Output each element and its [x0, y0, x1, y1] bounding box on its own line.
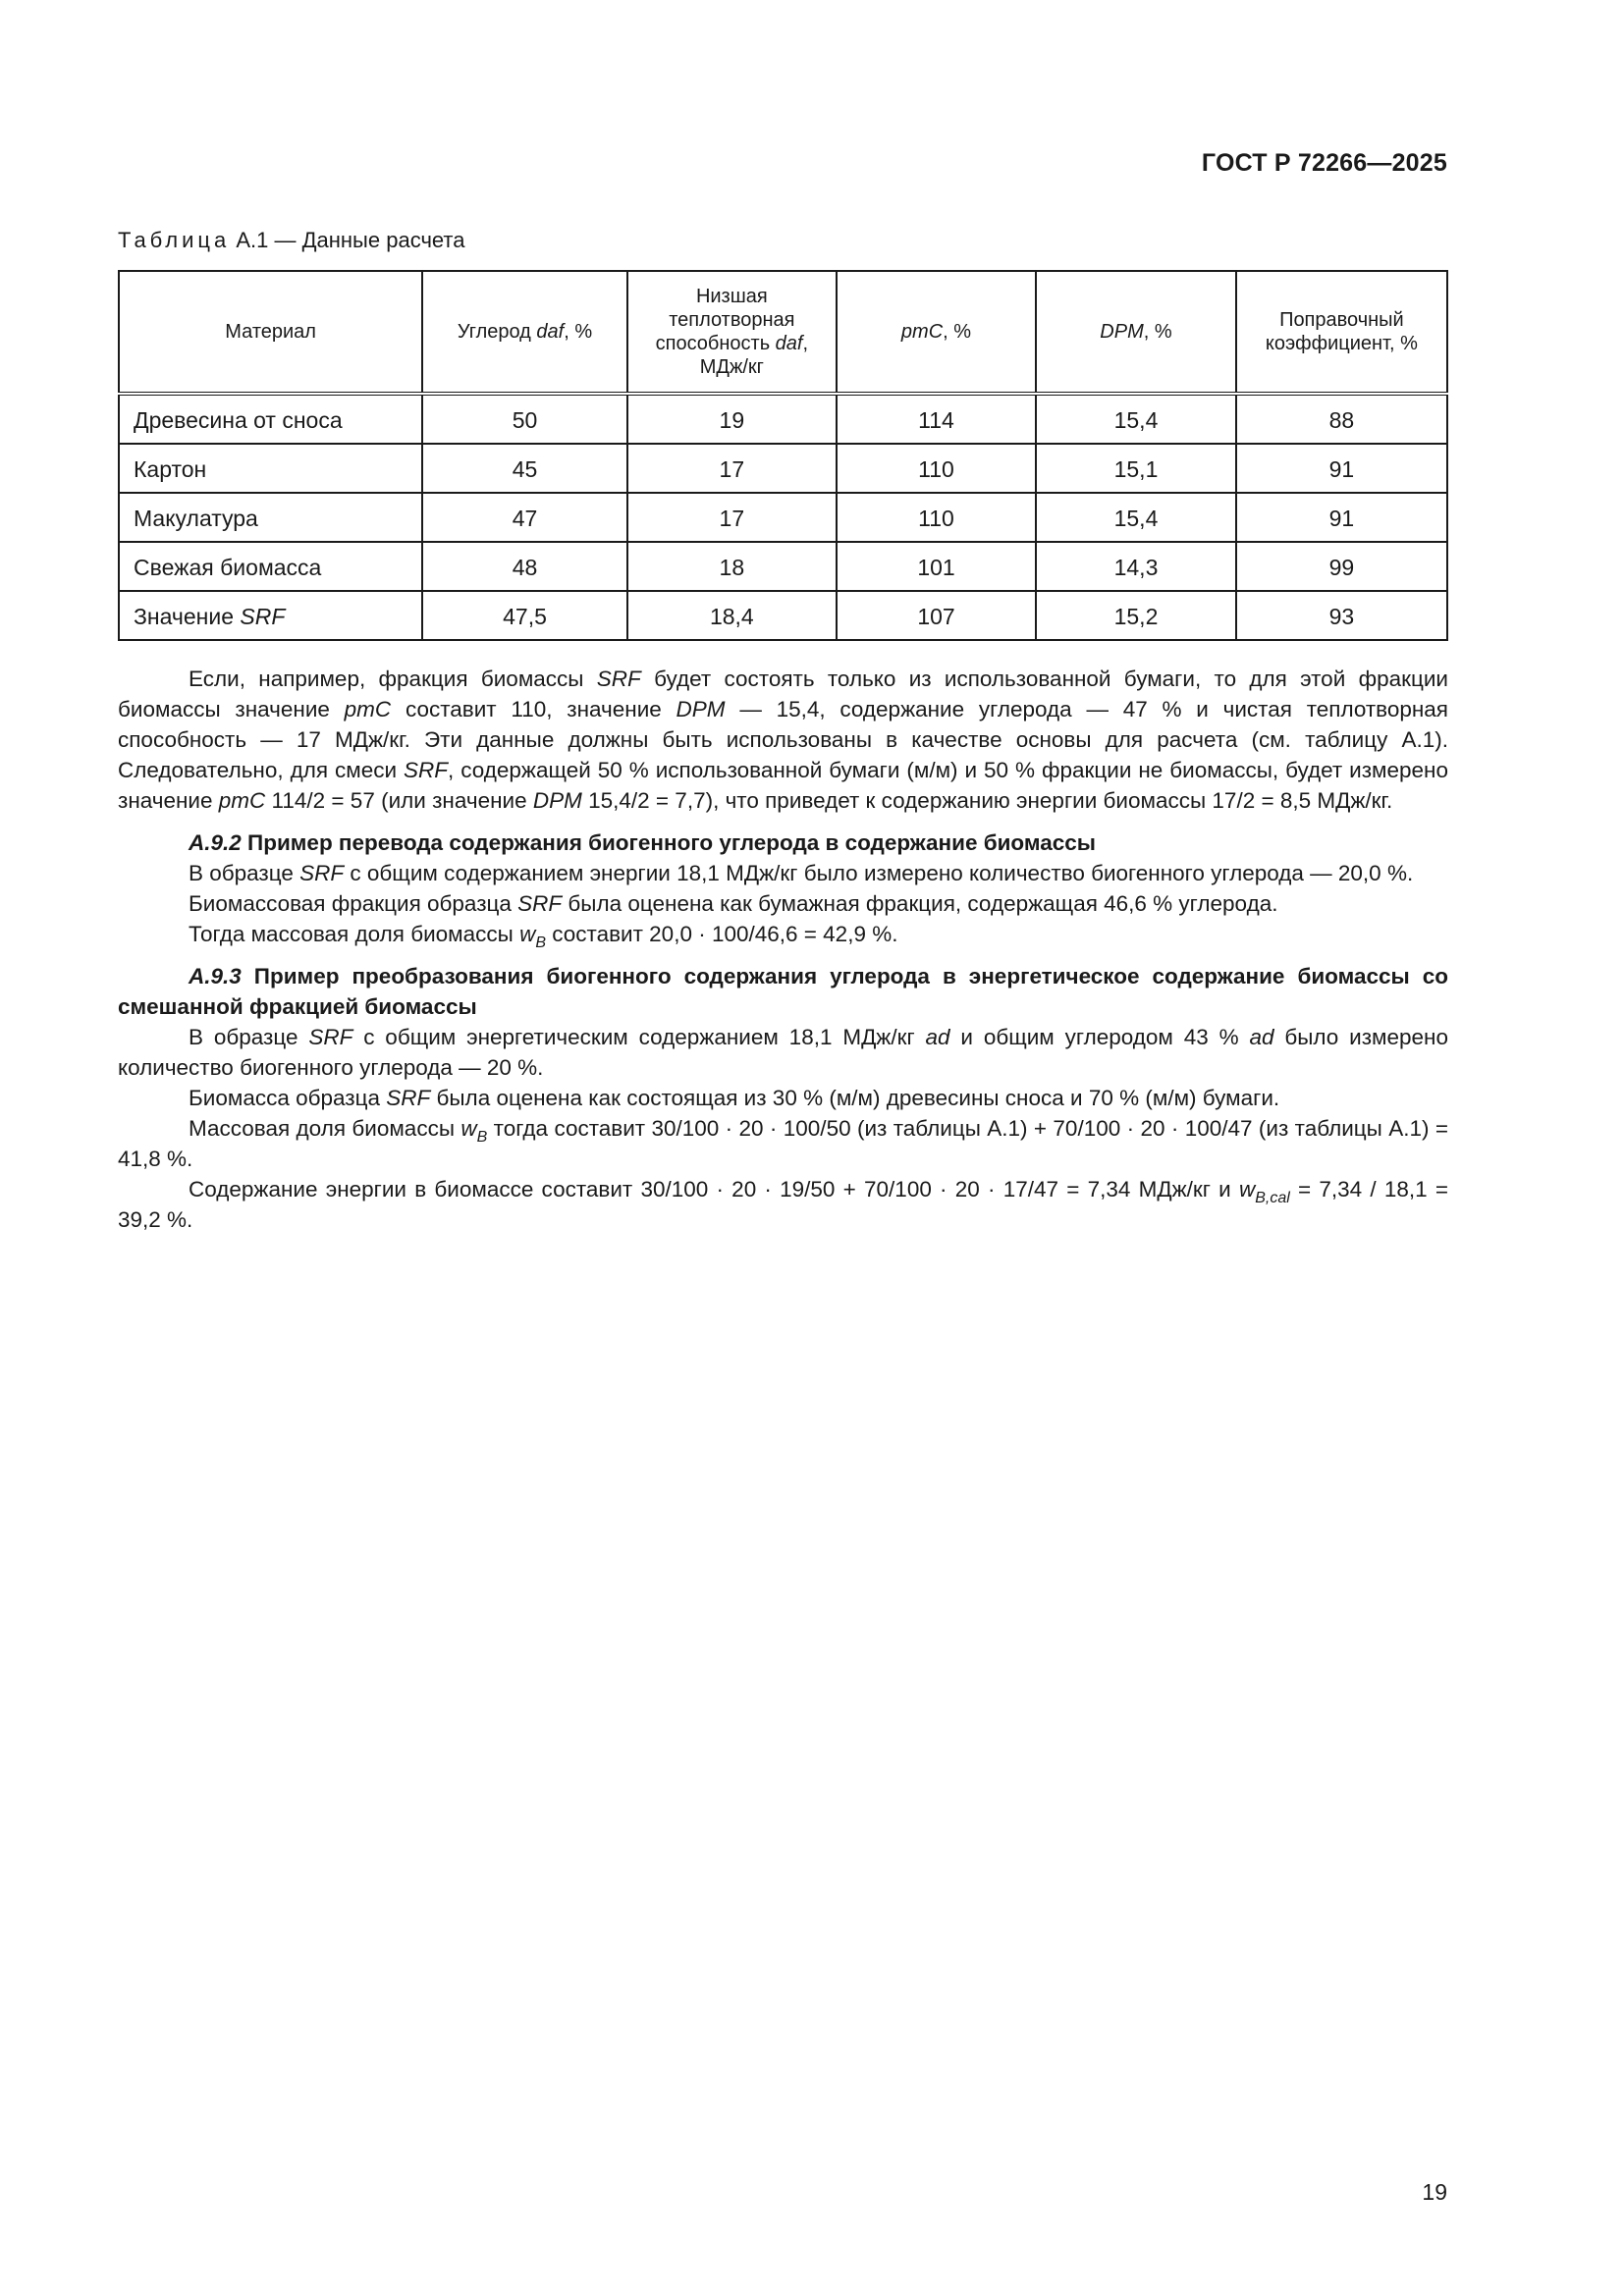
cell-dpm: 15,4 [1036, 493, 1236, 542]
cell-correction-coefficient: 99 [1236, 542, 1447, 591]
cell-pmc: 101 [837, 542, 1036, 591]
table-caption-title: А.1 — Данные расчета [230, 228, 465, 252]
cell-pmc: 114 [837, 394, 1036, 444]
cell-dpm: 15,2 [1036, 591, 1236, 640]
cell-material: Картон [119, 444, 422, 493]
cell-heat-value: 19 [627, 394, 837, 444]
cell-pmc: 110 [837, 493, 1036, 542]
table-row [119, 542, 1447, 591]
header-dpm: DPM, % [1036, 271, 1236, 394]
paragraph: Биомассовая фракция образца SRF была оценена как бумажная фракция, содержащая 46,6 % углерода. [189, 891, 1278, 916]
section-heading: А.9.2 Пример перевода содержания биогенного углерода в содержание биомассы [189, 830, 1096, 855]
calculation-table [118, 270, 1448, 641]
table-caption-word: Таблица [118, 228, 231, 252]
paragraph: В образце SRF с общим содержанием энергии 18,1 МДж/кг было измерено количество биогенного углерода — 20,0 %. [189, 861, 1414, 885]
table-row [119, 591, 1447, 640]
table-row [119, 394, 1447, 444]
cell-carbon: 48 [422, 542, 627, 591]
cell-dpm: 15,4 [1036, 394, 1236, 444]
header-pmc: pmC, % [837, 271, 1036, 394]
header-correction-coefficient: Поправочный коэффициент, % [1236, 271, 1447, 394]
header-material: Материал [119, 271, 422, 394]
cell-dpm: 15,1 [1036, 444, 1236, 493]
cell-heat-value: 17 [627, 493, 837, 542]
table-caption [118, 228, 464, 253]
table-row [119, 493, 1447, 542]
header-carbon: Углерод daf, % [422, 271, 627, 394]
cell-material: Древесина от сноса [119, 394, 422, 444]
cell-material: Макулатура [119, 493, 422, 542]
paragraph: В образце SRF с общим энергетическим содержанием 18,1 МДж/кг ad и общим углеродом 43 % ad было измерено количество биогенного углерода — 20 %. [118, 1025, 1448, 1080]
cell-pmc: 110 [837, 444, 1036, 493]
standard-code: ГОСТ Р 72266—2025 [1201, 149, 1447, 177]
cell-material: Свежая биомасса [119, 542, 422, 591]
paragraph: Тогда массовая доля биомассы $w_B$ составит 20,0 · 100/46,6 = 42,9 %. [189, 922, 898, 951]
table-header-row [119, 271, 1447, 394]
table-row [119, 444, 1447, 493]
paragraph: Если, например, фракция биомассы SRF будет состоять только из использованной бумаги, то для этой фракции биомассы значение pmC составит 110, значение DPM — 15,4, содержание углерода — 47 % и чистая теплотворная способность — 17 МДж/кг. Эти данные должны быть использованы в качестве основы для расчета (см. таблицу А.1). Следовательно, для смеси SRF, содержащей 50 % использованной бумаги (м/м) и 50 % фракции не биомассы, будет измерено значение pmC 114/2 = 57 (или значение DPM 15,4/2 = 7,7), что приведет к содержанию энергии биомассы 17/2 = 8,5 МДж/кг. [118, 667, 1448, 813]
paragraph: Массовая доля биомассы $w_B$ тогда составит 30/100 · 20 · 100/50 (из таблицы А.1) + 70/100 · 20 · 100/47 (из таблицы А.1) = 41,8 %. [118, 1116, 1448, 1171]
section-heading: А.9.3 Пример преобразования биогенного содержания углерода в энергетическое содержание биомассы со смешанной фракцией биомассы [118, 964, 1448, 1019]
cell-carbon: 45 [422, 444, 627, 493]
header-heat-value: Низшая теплотворная способность daf, МДж/кг [627, 271, 837, 394]
cell-heat-value: 17 [627, 444, 837, 493]
cell-carbon: 47,5 [422, 591, 627, 640]
cell-correction-coefficient: 93 [1236, 591, 1447, 640]
cell-pmc: 107 [837, 591, 1036, 640]
cell-carbon: 50 [422, 394, 627, 444]
cell-dpm: 14,3 [1036, 542, 1236, 591]
paragraph: Биомасса образца SRF была оценена как состоящая из 30 % (м/м) древесины сноса и 70 % (м/м) бумаги. [189, 1086, 1280, 1110]
cell-carbon: 47 [422, 493, 627, 542]
paragraph: Содержание энергии в биомассе составит 30/100 · 20 · 19/50 + 70/100 · 20 · 17/47 = 7,34 МДж/кг и $w_{B,cal} = 7,34 / 18,1 = 39,2$ %. [118, 1177, 1449, 1232]
cell-correction-coefficient: 88 [1236, 394, 1447, 444]
body-text [118, 664, 1448, 1235]
cell-heat-value: 18,4 [627, 591, 837, 640]
cell-material: Значение SRF [119, 591, 422, 640]
page-number: 19 [1422, 2179, 1447, 2205]
cell-correction-coefficient: 91 [1236, 493, 1447, 542]
cell-heat-value: 18 [627, 542, 837, 591]
cell-correction-coefficient: 91 [1236, 444, 1447, 493]
